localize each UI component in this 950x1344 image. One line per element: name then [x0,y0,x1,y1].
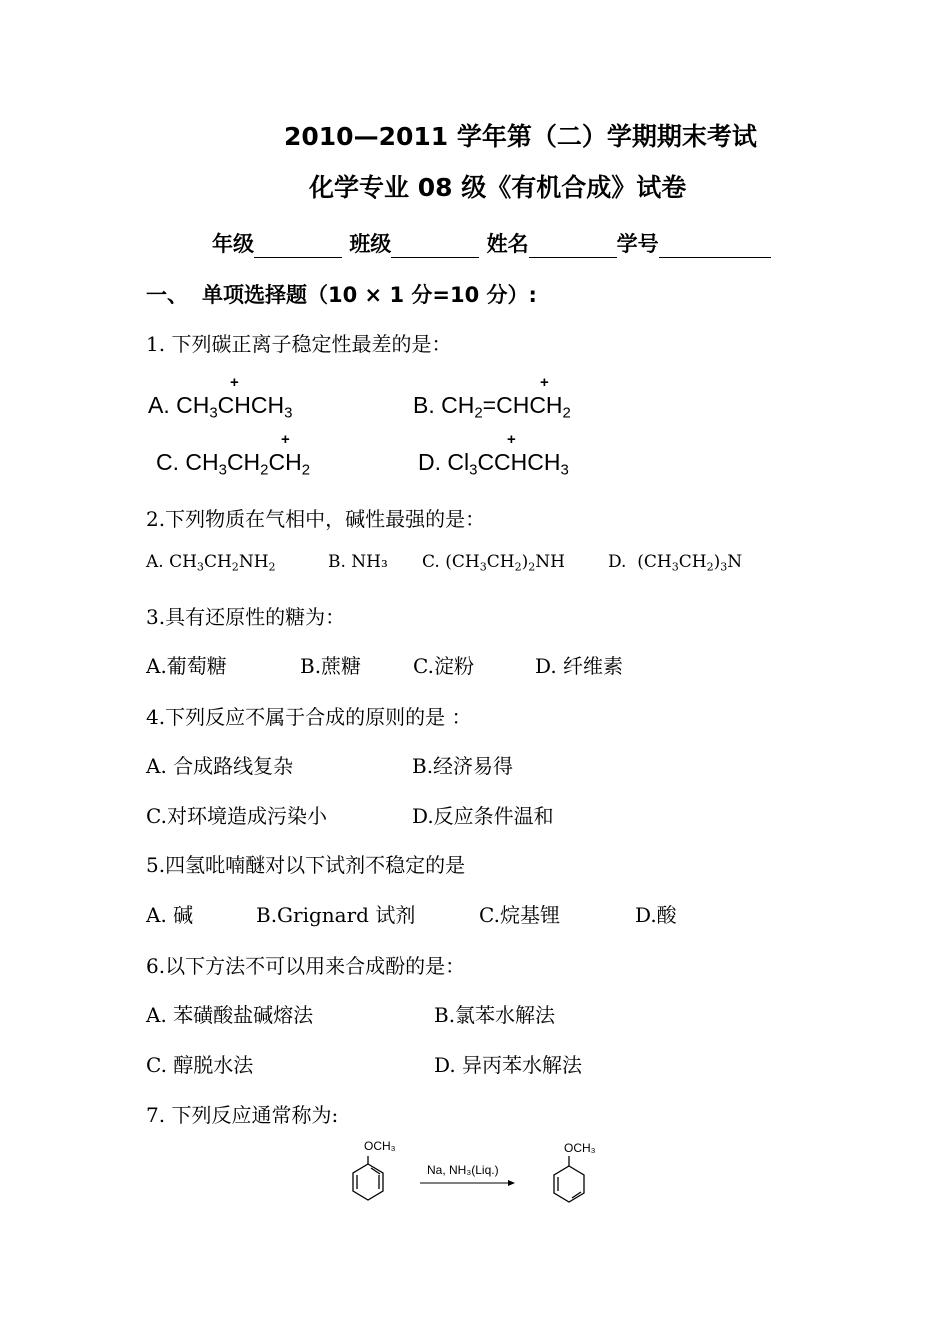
question-6-stem: 6.以下方法不可以用来合成酚的是： [146,954,466,978]
q5-option-c: C.烷基锂 [479,903,560,927]
reaction-arrow [420,1180,515,1186]
reagent-label: Na, NH₃(Liq.) [427,1163,499,1177]
exam-title: 2010—2011 学年第（二）学期期末考试 [284,122,757,151]
id-blank[interactable] [659,237,771,258]
q2-option-d: D. $(CH_3CH_2)_3N$ [608,552,743,574]
product-structure [554,1156,584,1202]
q5-option-d: D.酸 [635,903,677,927]
q6-option-a: A. 苯磺酸盐碱熔法 [146,1003,314,1027]
q1-option-d: D. $Cl_3CCHCH_3$ [418,449,569,479]
anisole-structure [353,1156,383,1200]
q6-option-d: D. 异丙苯水解法 [434,1053,583,1077]
question-2-stem: 2.下列物质在气相中，碱性最强的是： [146,507,486,531]
class-label: 班级 [349,232,392,256]
grade-blank[interactable] [254,237,342,258]
name-label: 姓名 [486,232,529,256]
right-och3-label: OCH₃ [564,1141,596,1155]
birch-reduction-scheme [340,1134,620,1214]
exam-subtitle: 化学专业 08 级《有机合成》试卷 [309,173,687,202]
q1-a-charge: + [230,374,239,391]
q2-option-a: A. $CH_3CH_2NH_2$ [146,552,276,574]
name-blank[interactable] [529,237,617,258]
q5-option-b: B.Grignard 试剂 [256,903,416,927]
q4-option-a: A. 合成路线复杂 [146,754,294,778]
q4-option-d: D.反应条件温和 [412,804,554,828]
question-4-stem: 4.下列反应不属于合成的原则的是 ： [146,705,472,729]
q1-c-charge: + [281,431,290,448]
q1-d-charge: + [507,431,516,448]
left-och3-label: OCH₃ [364,1139,396,1153]
q3-option-c: C.淀粉 [413,654,474,678]
class-blank[interactable] [391,237,479,258]
section-number: 一、 [146,283,188,307]
student-info-row [212,228,771,258]
q4-option-b: B.经济易得 [412,754,514,778]
question-7-stem: 7. 下列反应通常称为: [146,1103,339,1127]
q3-option-d: D. 纤维素 [535,654,624,678]
question-5-stem: 5.四氢吡喃醚对以下试剂不稳定的是 [146,853,466,877]
id-label: 学号 [616,232,659,256]
q6-option-c: C. 醇脱水法 [146,1053,254,1077]
q6-option-b: B.氯苯水解法 [434,1003,556,1027]
grade-label: 年级 [212,232,254,256]
question-3-stem: 3.具有还原性的糖为： [146,605,346,629]
q1-option-a: A. $CH_3CHCH_3$ [148,392,293,422]
q1-b-charge: + [540,374,549,391]
q2-option-b: B. NH₃ [328,552,388,572]
q5-option-a: A. 碱 [146,903,194,927]
q2-option-c: C. $(CH_3CH_2)_2NH$ [422,552,565,574]
section-title: 单项选择题（10 × 1 分=10 分）: [202,283,537,307]
q4-option-c: C.对环境造成污染小 [146,804,327,828]
question-1-stem: 1. 下列碳正离子稳定性最差的是： [146,332,452,356]
q1-option-c: C. $CH_3CH_2CH_2$ [156,449,311,479]
q1-option-b: B. $CH_2=CHCH_2$ [413,392,571,422]
q3-option-a: A.葡萄糖 [146,654,227,678]
q3-option-b: B.蔗糖 [300,654,362,678]
